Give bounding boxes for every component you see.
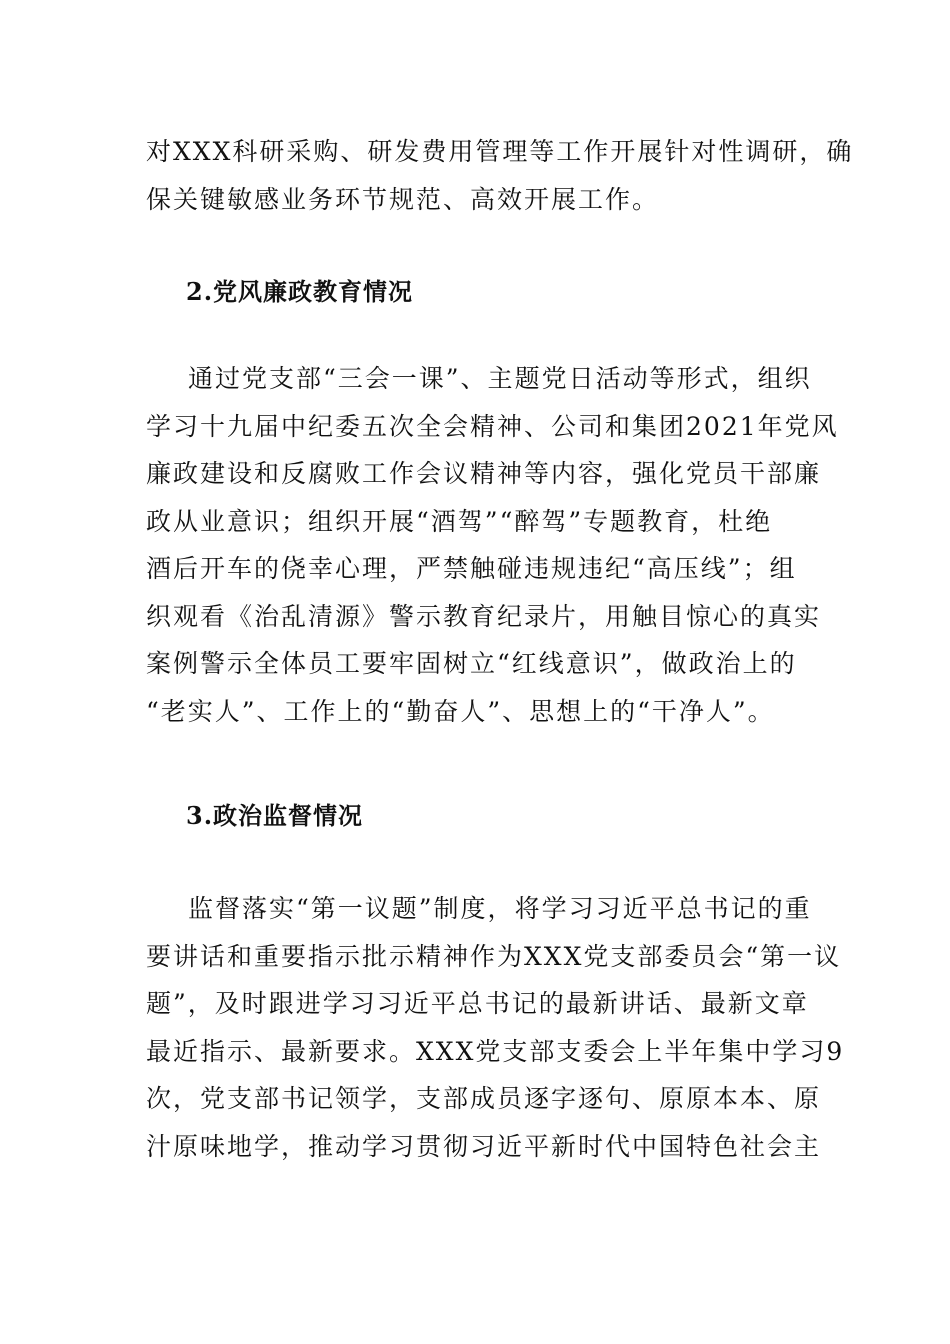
section-heading-political-supervision: 3.政治监督情况 — [186, 801, 364, 830]
text-line: 廉政建设和反腐败工作会议精神等内容，强化党员干部廉 — [146, 459, 822, 488]
text-line: “老实人”、工作上的“勤奋人”、思想上的“干净人”。 — [146, 696, 775, 726]
text-line: 保关键敏感业务环节规范、高效开展工作。 — [146, 184, 660, 214]
section-heading-integrity-education: 2.党风廉政教育情况 — [186, 277, 414, 306]
text-line: 次，党支部书记领学，支部成员逐字逐句、原原本本、原 — [146, 1084, 822, 1113]
text-line: 要讲话和重要指示批示精神作为XXX党支部委员会“第一议 — [146, 941, 842, 971]
text-line: 对XXX科研采购、研发费用管理等工作开展针对性调研，确 — [146, 137, 854, 166]
text-line: 监督落实“第一议题”制度，将学习习近平总书记的重 — [188, 894, 812, 923]
text-line: 案例警示全体员工要牢固树立“红线意识”，做政治上的 — [146, 649, 797, 678]
paragraph-procurement-research — [146, 128, 854, 223]
text-line: 汁原味地学，推动学习贯彻习近平新时代中国特色社会主 — [146, 1131, 822, 1161]
text-line: 政从业意识；组织开展“酒驾”“醉驾”专题教育，杜绝 — [146, 506, 773, 536]
text-line: 最近指示、最新要求。XXX党支部支委会上半年集中学习9 — [146, 1036, 845, 1066]
text-line: 学习十九届中纪委五次全会精神、公司和集团2021年党风 — [146, 411, 839, 441]
paragraph-political-supervision — [146, 885, 845, 1170]
text-line: 题”，及时跟进学习习近平总书记的最新讲话、最新文章 — [146, 989, 809, 1018]
text-line: 织观看《治乱清源》警示教育纪录片，用触目惊心的真实 — [146, 601, 822, 631]
text-line: 酒后开车的侥幸心理，严禁触碰违规违纪“高压线”；组 — [146, 554, 797, 583]
paragraph-integrity-education — [146, 355, 839, 735]
text-line: 通过党支部“三会一课”、主题党日活动等形式，组织 — [188, 364, 812, 393]
